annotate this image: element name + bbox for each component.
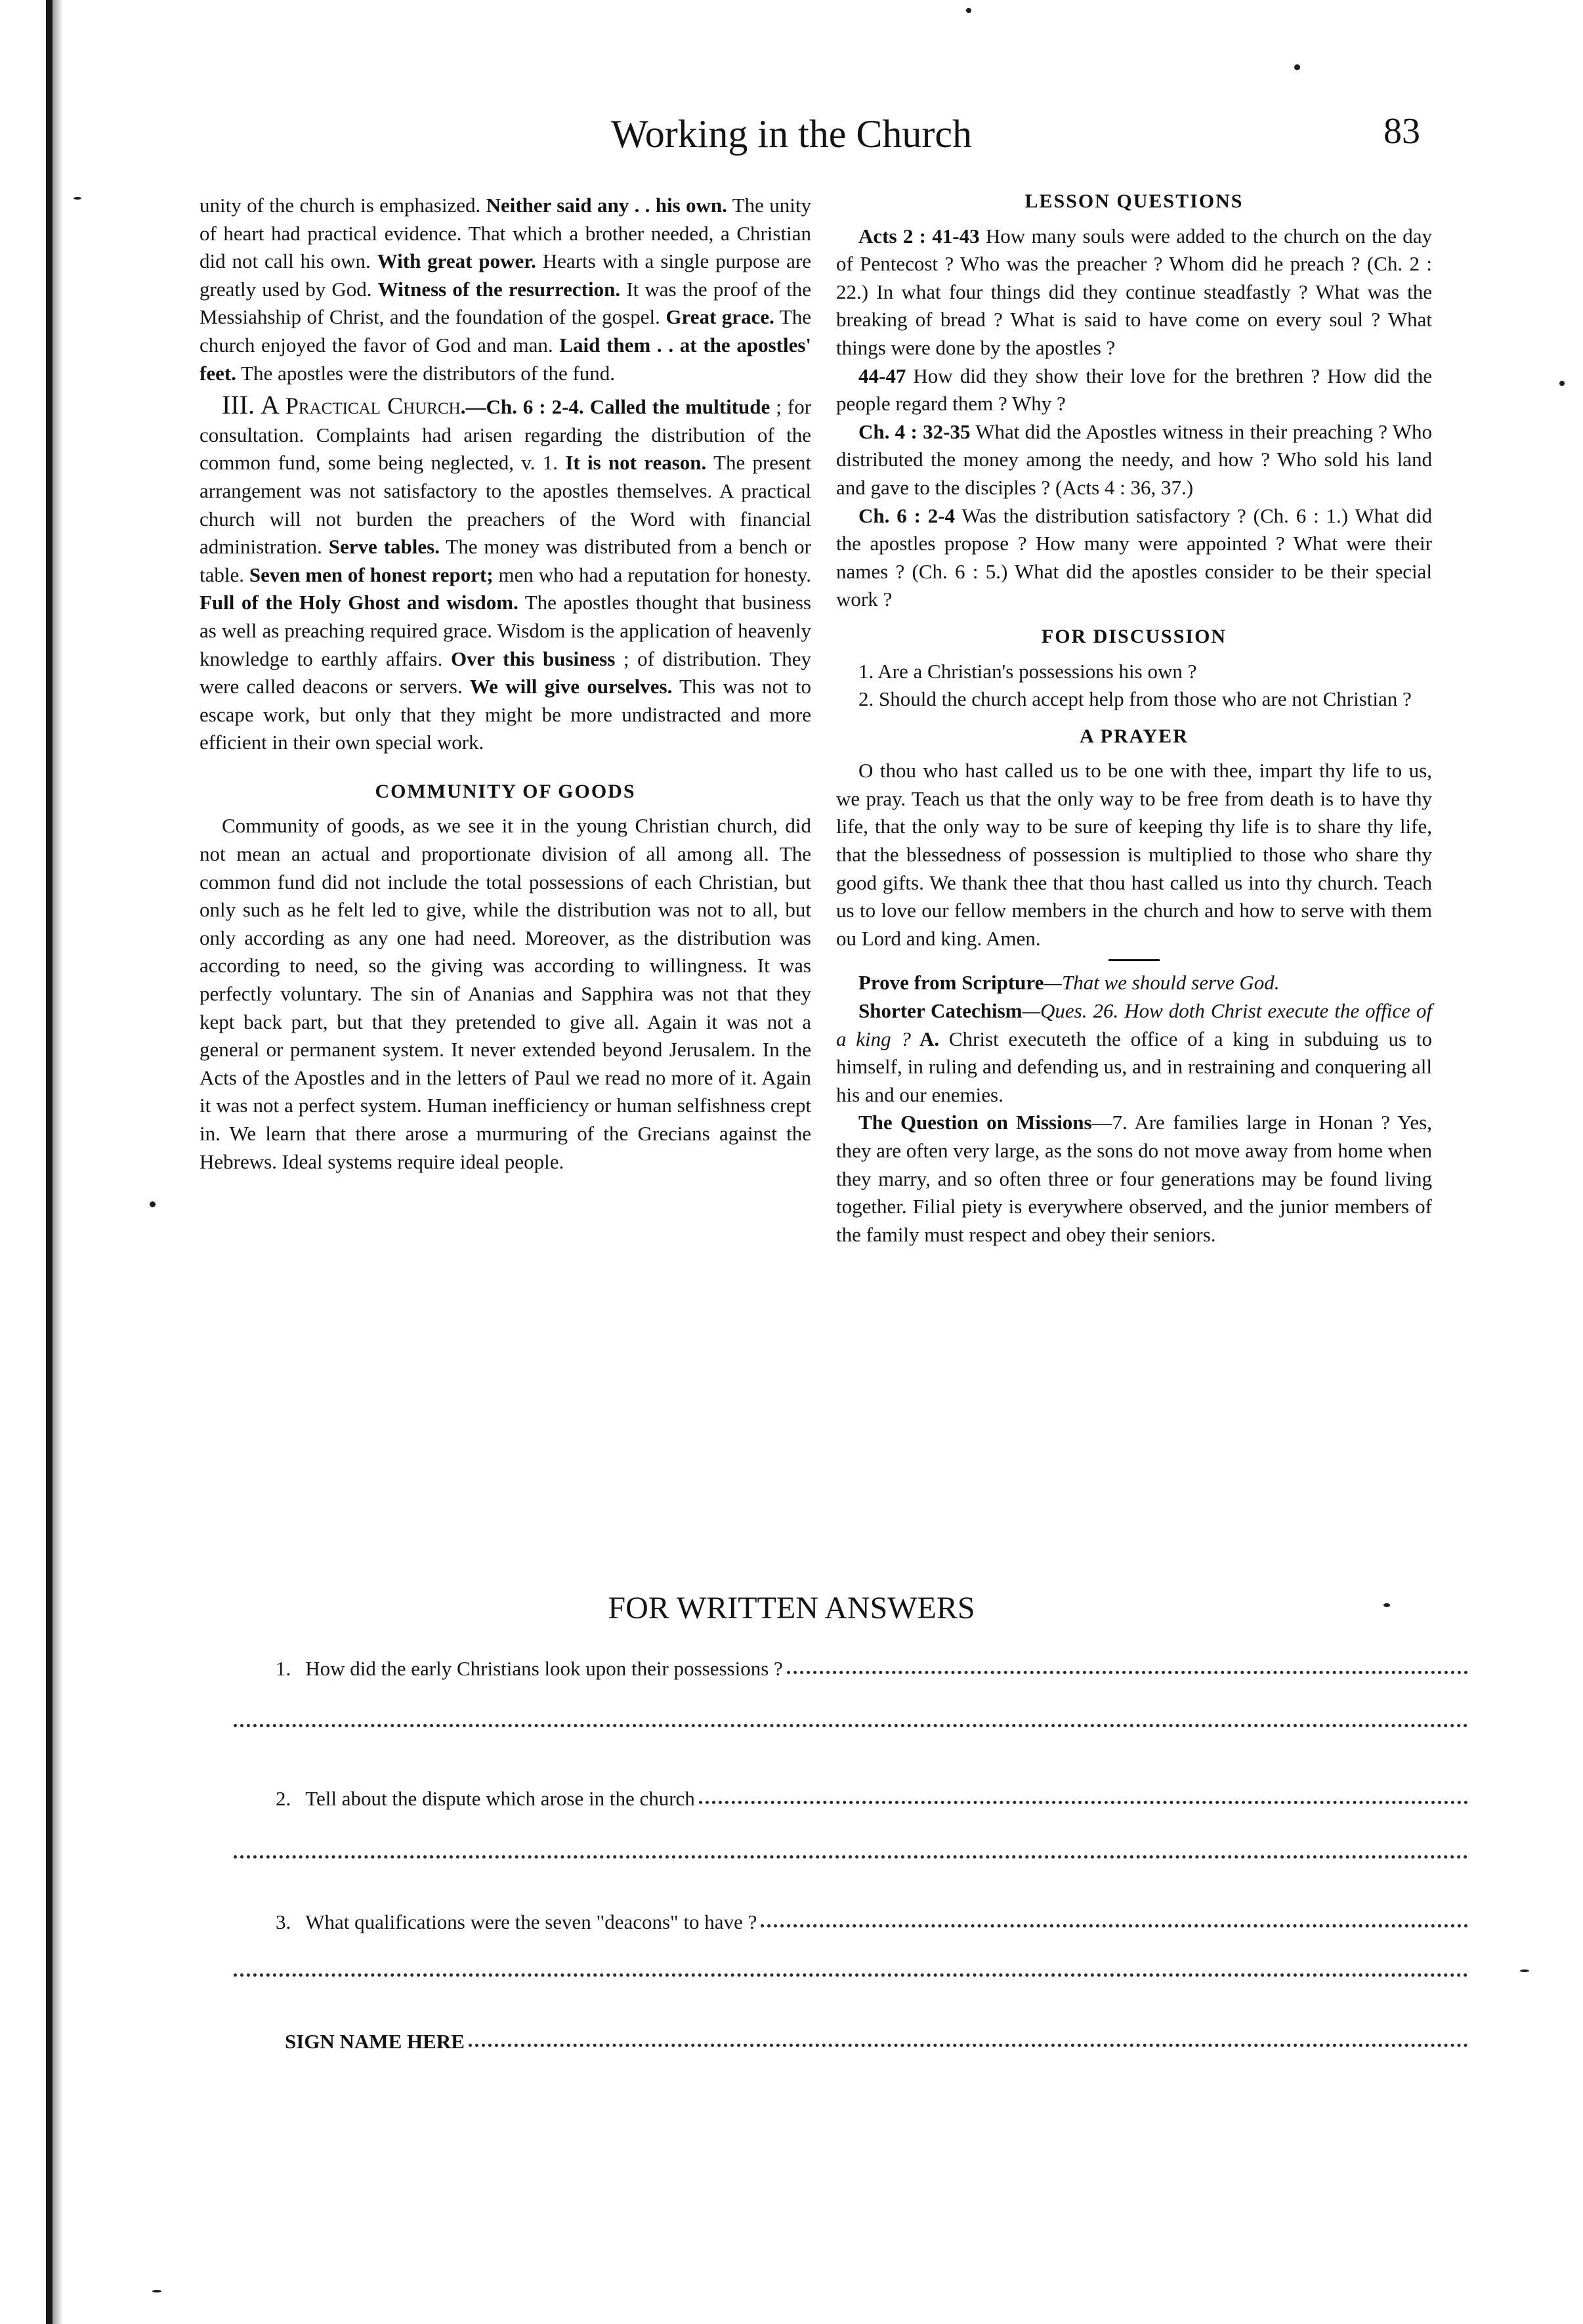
binding-shadow xyxy=(53,0,63,2324)
bold-phrase: With great power. xyxy=(377,249,536,273)
bold-phrase: Laid them . . at the apostles' feet. xyxy=(200,333,812,385)
text-run: The church enjoyed the favor of God and man. xyxy=(200,305,812,356)
text-run: unity of the church is emphasized. xyxy=(200,194,486,217)
written-answers-title: FOR WRITTEN ANSWERS xyxy=(608,1591,975,1625)
written-question-3: 3. What qualifications were the seven "deacons" to have ? xyxy=(276,1895,1468,1934)
scan-speck xyxy=(1383,1603,1390,1607)
bold-phrase: Called the multitude xyxy=(589,395,770,419)
bold-phrase: Acts 2 : 41-43 xyxy=(858,224,980,247)
text-run: Was the distribution satisfactory ? (Ch. 6 : 1.) What did the apostles propose ? How many were appointed ? What were their names ? (Ch. 6 : 5.) What did the apostles consider to be their special work ? xyxy=(836,504,1432,611)
text-run: men who had a reputation for honesty. xyxy=(493,563,811,586)
scan-speck xyxy=(152,2290,161,2292)
text-run: It was the proof of the Messiahship of Christ, and the foundation of the gospel. xyxy=(200,277,811,329)
text-run: The apostles thought that business as well as preaching required grace. Wisdom is the application of heavenly knowledge to earthly affairs. xyxy=(200,591,811,670)
scan-speck xyxy=(1294,64,1300,70)
answer-line[interactable] xyxy=(761,1924,1468,1927)
section-numeral: III. A xyxy=(222,390,280,420)
lesson-question-block xyxy=(836,418,1432,502)
bold-phrase: Neither said any . . his own. xyxy=(486,194,727,217)
divider-rule xyxy=(1108,959,1160,961)
text-run: The money was distributed from a bench or table. xyxy=(200,535,811,586)
text-run xyxy=(584,395,590,418)
written-question-2: 2. Tell about the dispute which arose in the church xyxy=(276,1771,1468,1811)
bold-phrase: 44-47 xyxy=(858,364,906,387)
lesson-question-block xyxy=(836,362,1432,418)
practical-church-paragraph xyxy=(200,391,811,757)
bold-phrase: Over this business xyxy=(450,647,616,670)
text-run: The present arrangement was not satisfactory to the apostles themselves. A practical church will not burden the preachers of the Word with financial administration. xyxy=(200,451,812,559)
page-binding-edge xyxy=(46,0,53,2324)
bold-phrase: Ch. 4 : 32-35 xyxy=(858,420,971,443)
page-number: 83 xyxy=(1383,111,1420,152)
bold-phrase: It is not reason. xyxy=(565,451,707,475)
section-title: Practical Church xyxy=(285,393,461,420)
bold-phrase: Full of the Holy Ghost and wisdom. xyxy=(200,591,518,614)
text-run: This was not to escape work, but only that they might be more undistracted and more efficient in their own special work. xyxy=(200,675,811,754)
text-run: How did they show their love for the brethren ? How did the people regard them ? Why ? xyxy=(836,364,1432,416)
text-run: ; for consultation. Complaints had arisen regarding the distribution of the common fund, some being neglected, v. 1. xyxy=(200,395,812,475)
prayer-paragraph: O thou who hast called us to be one with thee, impart thy life to us, we pray. Teach us that the only way to be free from death is to have thy life, that the only way to be sure of keeping thy life is to share thy life, that the blessedness of possession is multiplied to those who share thy good gifts. We thank thee that thou hast called us into thy church. Teach us to love our fellow members in the church and how to serve with them ou Lord and king. Amen. xyxy=(836,759,1432,950)
discussion-item: 2. Should the church accept help from those who are not Christian ? xyxy=(858,687,1412,711)
lesson-question-block xyxy=(836,223,1432,362)
community-of-goods-paragraph: Community of goods, as we see it in the young Christian church, did not mean an actual and proportionate division of all among all. The common fund did not include the total possessions of each Christian, but only such as he felt led to give, while the distribution was not to all, but only according as any one had need. Moreover, as the distribution was according to need, so the giving was according to willingness. It was perfectly voluntary. The sin of Ananias and Sapphira was not that they kept back part, but that they pretended to give all. Again it was not a general or permanent system. It never extended beyond Jerusalem. In the Acts of the Apostles and in the letters of Paul we read no more of it. Again it was not a perfect system. Human inefficiency or human selfishness crept in. We learn that there arose a murmuring of the Grecians against the Hebrews. Ideal systems require ideal people. xyxy=(200,814,811,1173)
scan-speck xyxy=(966,8,971,13)
left-column xyxy=(200,192,811,1176)
page-title: Working in the Church xyxy=(610,112,973,156)
text-run: Hearts with a single purpose are greatly used by God. xyxy=(200,249,811,301)
lesson-question-block xyxy=(836,502,1432,614)
signature-field[interactable] xyxy=(469,2044,1468,2047)
bold-phrase: We will give ourselves. xyxy=(469,675,673,699)
a-prayer-heading: A PRAYER xyxy=(1080,725,1189,747)
scan-speck xyxy=(74,197,81,200)
prove-from-scripture: Prove from Scripture—That we should serve God. xyxy=(858,971,1280,995)
written-question-1: 1. How did the early Christians look upon their possessions ? xyxy=(276,1641,1468,1681)
right-column xyxy=(836,192,1432,1249)
bold-phrase: Ch. 6 : 2-4 xyxy=(858,504,956,527)
shorter-catechism: Shorter Catechism—Ques. 26. How doth Christ execute the office of a king ? A. Christ executeth the office of a king in subduing us to himself, in ruling and defending us, and in restraining and conquering all his and our enemies. xyxy=(836,999,1433,1106)
answer-line[interactable] xyxy=(234,1855,1468,1859)
bold-phrase: Great grace. xyxy=(665,305,774,329)
community-of-goods-heading: COMMUNITY OF GOODS xyxy=(375,780,636,802)
answer-line[interactable] xyxy=(787,1671,1468,1674)
bold-phrase: Seven men of honest report; xyxy=(249,563,494,586)
scan-speck xyxy=(150,1201,156,1207)
text-run: What did the Apostles witness in their preaching ? Who distributed the money among the needy, and how ? Who sold his land and gave to the disciples ? (Acts 4 : 36, 37.) xyxy=(836,420,1432,499)
sign-name-line: SIGN NAME HERE xyxy=(285,2014,1468,2054)
bold-phrase: Serve tables. xyxy=(328,535,440,559)
bold-phrase: Witness of the resurrection. xyxy=(377,277,621,301)
text-run: The apostles were the distributors of the fund. xyxy=(236,361,616,385)
lesson-questions-heading: LESSON QUESTIONS xyxy=(1024,190,1244,212)
question-on-missions: The Question on Missions—7. Are families large in Honan ? Yes, they are often very large, as the sons do not move away from home when they marry, and so often three or four generations may be found living together. Filial piety is everywhere observed, and the junior members of the family must respect and obey their seniors. xyxy=(836,1111,1432,1246)
intro-paragraph xyxy=(200,192,811,387)
text-run: The unity of heart had practical evidence. That which a brother needed, a Christian did not call his own. xyxy=(200,194,811,273)
scan-speck xyxy=(1520,1969,1529,1972)
text-run: How many souls were added to the church on the day of Pentecost ? Who was the preacher ? Whom did he preach ? (Ch. 2 : 22.) In what four things did they continue steadfastly ? What was the breaking of bread ? What is said to have come on every soul ? What things were done by the apostles ? xyxy=(836,224,1433,359)
answer-line[interactable] xyxy=(234,1973,1468,1977)
section-reference: .—Ch. 6 : 2-4. xyxy=(460,395,584,419)
for-discussion-heading: FOR DISCUSSION xyxy=(1041,625,1227,647)
answer-line[interactable] xyxy=(234,1724,1468,1727)
text-run: ; of distribution. They were called deacons or servers. xyxy=(200,647,811,699)
scan-speck xyxy=(1559,381,1565,386)
discussion-item: 1. Are a Christian's possessions his own ? xyxy=(858,659,1197,683)
answer-line[interactable] xyxy=(699,1801,1468,1804)
